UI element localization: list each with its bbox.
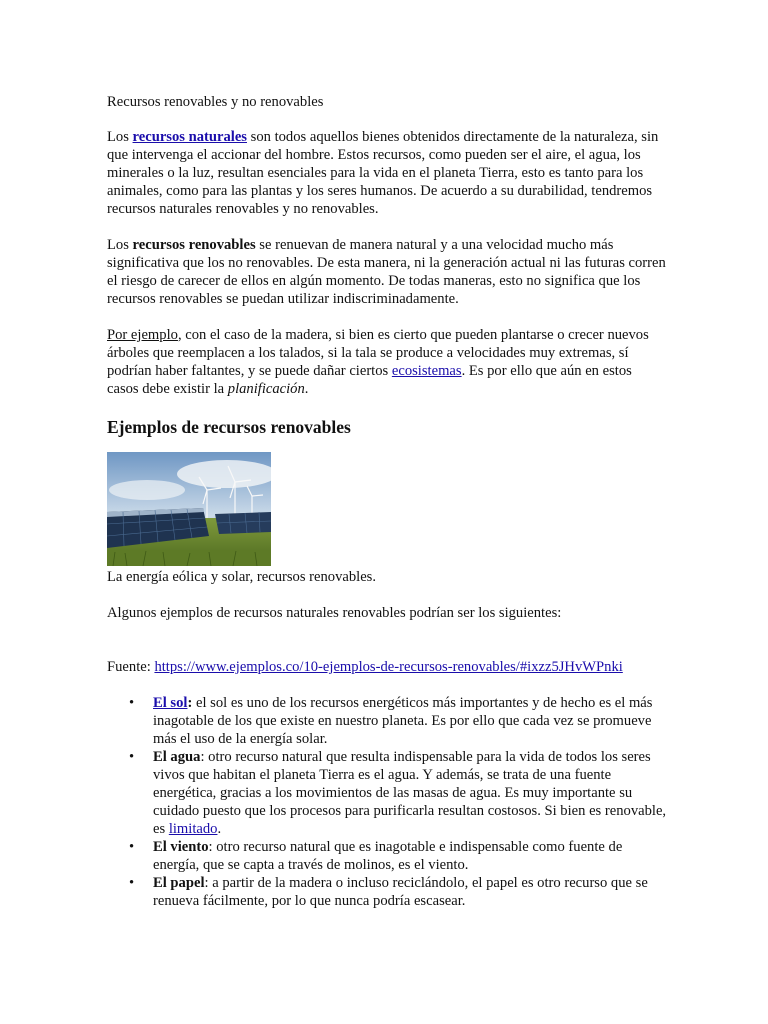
text-run: Los	[107, 237, 133, 253]
bullet-icon: •	[129, 695, 135, 711]
list-intro: Algunos ejemplos de recursos naturales renovables podrían ser los siguientes:	[107, 605, 562, 621]
text-run: : otro recurso natural que es inagotable e indispensable como fuente de energía, que se capta a través de molinos, es el viento.	[153, 839, 623, 873]
text-run: : otro recurso natural que resulta indispensable para la vida de todos los seres vivos que habitan el planeta Tierra es el agua. Y además, se trata de una fuente energética, gracias a los movimientos de las masas de agua. Es muy importante su cuidado puesto que los procesos para purificarla resultan costosos. Si bien es renovable, es	[153, 749, 667, 837]
photo-caption: La energía eólica y solar, recursos renovables.	[107, 569, 377, 585]
document-page	[107, 93, 667, 910]
ecosistemas-link[interactable]: ecosistemas	[391, 363, 462, 379]
paragraph-intro	[107, 128, 667, 218]
bullet-icon: •	[129, 875, 135, 891]
source-line	[107, 658, 667, 676]
italic-term: planificación	[227, 381, 305, 397]
text-run: : a partir de la madera o incluso reciclándolo, el papel es otro recurso que se renueva fácilmente, por lo que nunca podría escasear.	[153, 875, 648, 909]
bullet-icon: •	[129, 749, 135, 765]
list-item	[129, 694, 667, 748]
document-title: Recursos renovables y no renovables	[107, 94, 324, 110]
limitado-link[interactable]: limitado	[168, 821, 218, 837]
source-label: Fuente:	[107, 659, 155, 675]
recursos-naturales-link[interactable]: recursos naturales	[132, 129, 247, 145]
paragraph-ejemplo	[107, 326, 667, 398]
source-url-link[interactable]: https://www.ejemplos.co/10-ejemplos-de-recursos-renovables/#ixzz5JHvWPnki	[154, 659, 623, 675]
bold-term: El viento	[153, 839, 209, 855]
examples-list	[107, 694, 667, 910]
bold-term: recursos renovables	[132, 237, 256, 253]
paragraph-renovables	[107, 236, 667, 308]
bold-term: :	[187, 695, 193, 711]
list-item	[129, 874, 667, 910]
por-ejemplo-link[interactable]: Por ejemplo	[107, 327, 178, 343]
section-heading: Ejemplos de recursos renovables	[107, 417, 351, 437]
text-run: .	[217, 821, 222, 837]
el-sol-link[interactable]: El sol	[153, 695, 188, 711]
bullet-icon: •	[129, 839, 135, 855]
bold-term: El papel	[153, 875, 205, 891]
solar-wind-photo	[107, 452, 271, 566]
list-item	[129, 748, 667, 838]
text-run: . Es por ello que aún en estos casos debe existir la	[107, 363, 632, 397]
text-run: .	[304, 381, 309, 397]
list-item	[129, 838, 667, 874]
text-run: el sol es uno de los recursos energéticos más importantes y de hecho es el más inagotable de los que existe en nuestro planeta. Es por ello que cada vez se promueve más el uso de la energía solar.	[153, 695, 653, 747]
text-run: Los	[107, 129, 133, 145]
text-run: son todos aquellos bienes obtenidos directamente de la naturaleza, sin que intervenga el accionar del hombre. Estos recursos, como pueden ser el aire, el agua, los minerales o la luz, resultan esenciales para la vida en el planeta Tierra, esto es tanto para los animales, como para las plantas y los seres humanos. De acuerdo a su durabilidad, tendremos recursos naturales renovables y no renovables.	[107, 129, 659, 217]
text-run: , con el caso de la madera, si bien es cierto que pueden plantarse o crecer nuevos árboles que reemplacen a los talados, si la tala se produce a velocidades muy extremas, sí podrían haber faltantes, y se puede dañar ciertos	[107, 327, 649, 379]
text-run: se renuevan de manera natural y a una velocidad mucho más significativa que los no renovables. De esta manera, ni la generación actual ni las futuras corren el riesgo de carecer de ellos en algún momento. De todas maneras, esto no significa que los recursos renovables se puedan utilizar indiscriminadamente.	[107, 237, 666, 307]
bold-term: El agua	[153, 749, 201, 765]
